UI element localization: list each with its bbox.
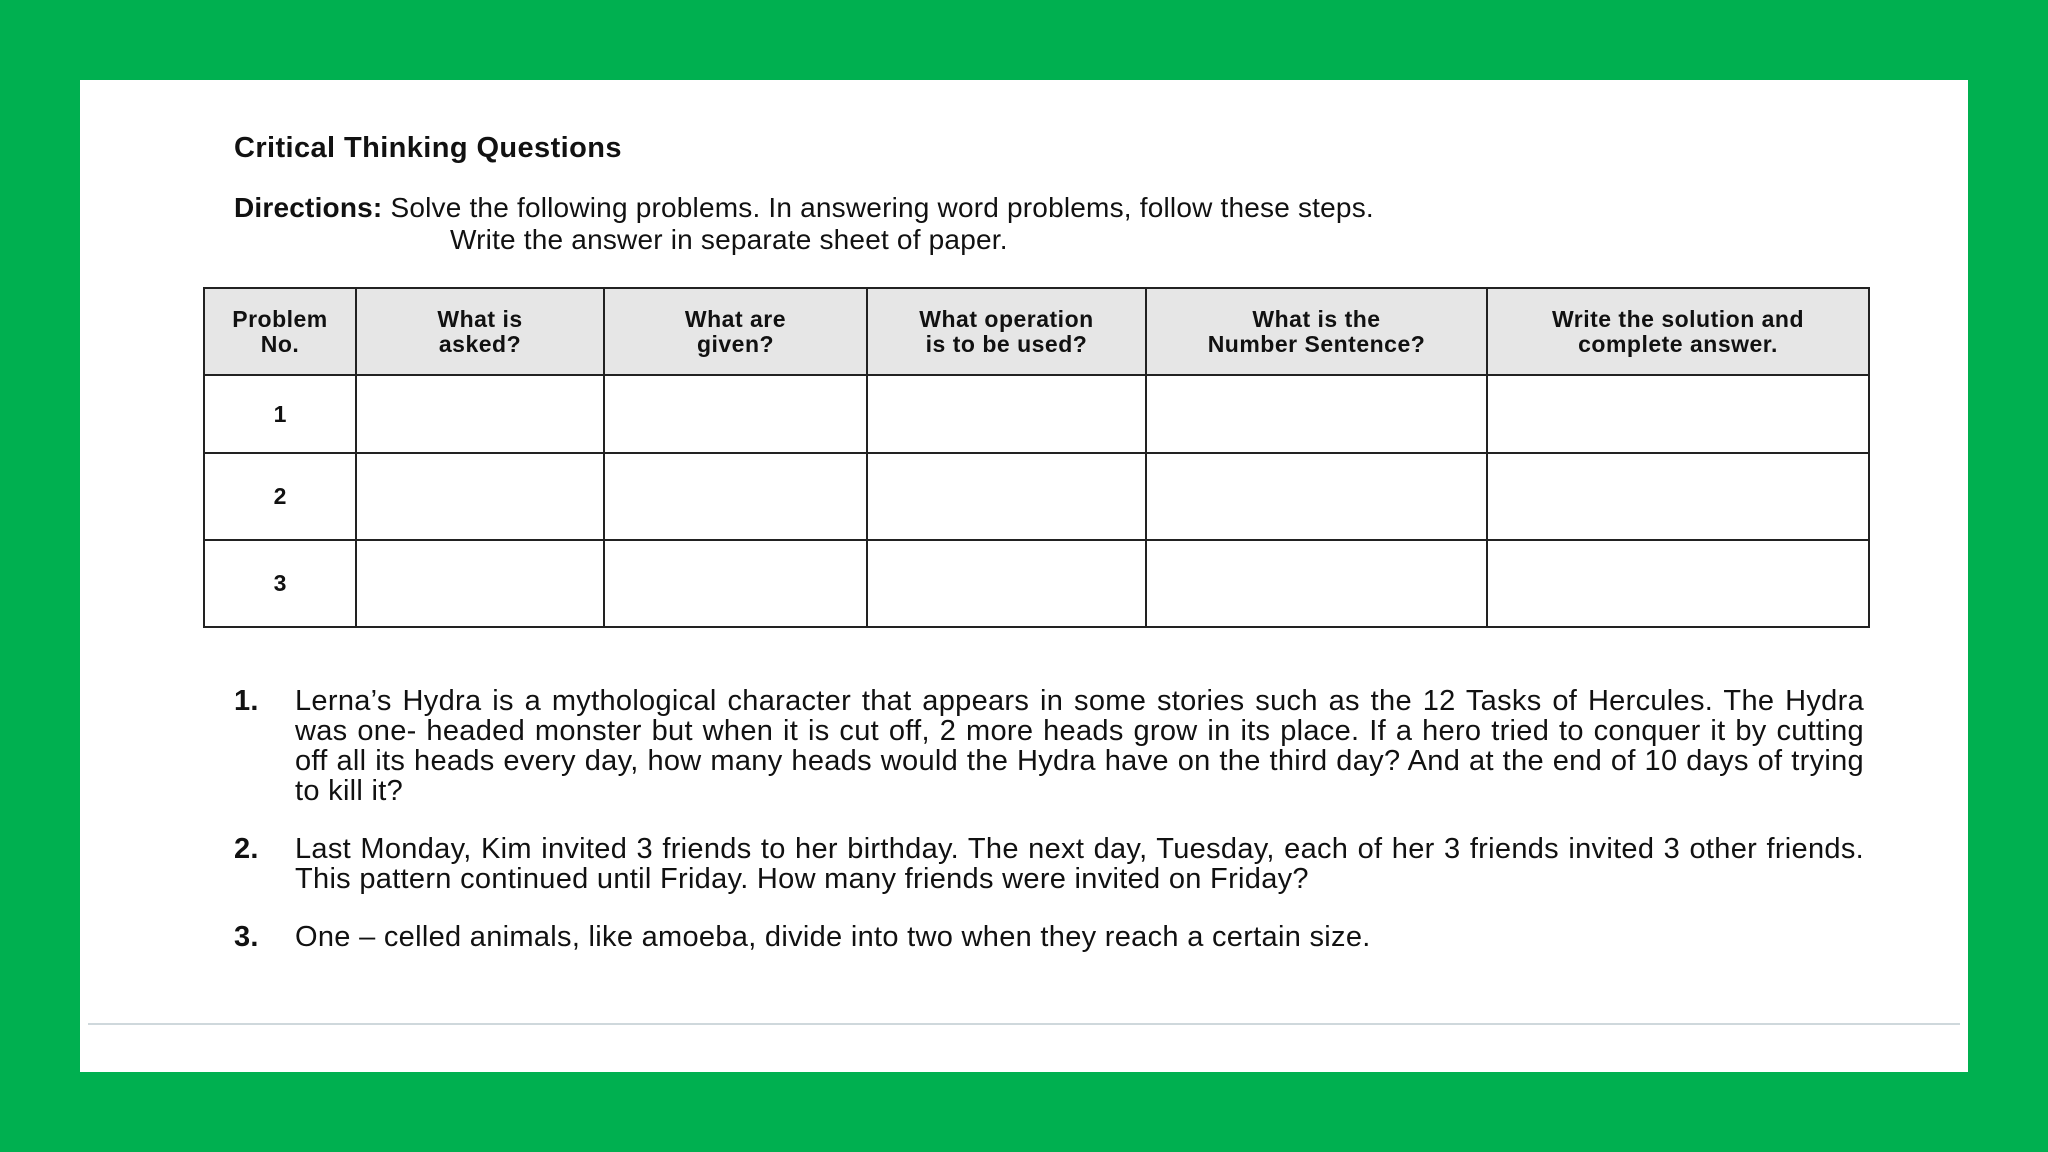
problem-text: Lerna’s Hydra is a mythological character that appears in some stories such as the 12 Tasks of Hercules. The Hydra was one- headed monster but when it is cut off, 2 more heads grow in its place. If a hero tried to conquer it by cutting off all its heads every day, how many heads would the Hydra have on the third day? And at the end of 10 days of trying to kill it? [295, 685, 1864, 807]
problem-number-cell: 3 [204, 540, 356, 627]
problem-text: Last Monday, Kim invited 3 friends to her birthday. The next day, Tuesday, each of her 3 friends invited 3 other friends. This pattern continued until Friday. How many friends were invited on Friday? [295, 833, 1864, 895]
answer-cell [1146, 453, 1487, 540]
word-problem-2 [234, 834, 1864, 894]
worksheet-page [80, 80, 1968, 1072]
answer-cell [1487, 453, 1869, 540]
header-what-is-asked: What is asked? [356, 288, 604, 375]
answer-cell [356, 540, 604, 627]
problem-number: 3. [234, 921, 259, 953]
header-what-are-given: What are given? [604, 288, 867, 375]
directions-line-2: Write the answer in separate sheet of paper. [450, 224, 1008, 255]
table-header-row [204, 288, 1869, 375]
answer-cell [1487, 540, 1869, 627]
table-row [204, 375, 1869, 453]
answer-cell [604, 375, 867, 453]
directions-label: Directions: [234, 192, 383, 223]
header-solution-answer: Write the solution and complete answer. [1487, 288, 1869, 375]
answer-cell [604, 453, 867, 540]
directions [234, 192, 1374, 256]
worksheet-title: Critical Thinking Questions [234, 132, 622, 164]
answer-cell [867, 540, 1146, 627]
word-problem-1 [234, 686, 1864, 806]
table-row [204, 540, 1869, 627]
word-problem-3 [234, 922, 1864, 952]
answer-cell [1146, 540, 1487, 627]
header-problem-no: Problem No. [204, 288, 356, 375]
problem-number: 1. [234, 685, 259, 717]
table-row [204, 453, 1869, 540]
answer-cell [867, 375, 1146, 453]
answer-cell [867, 453, 1146, 540]
word-problems-list [234, 686, 1864, 980]
answer-cell [356, 453, 604, 540]
answer-cell [1487, 375, 1869, 453]
header-operation: What operation is to be used? [867, 288, 1146, 375]
answer-table [203, 287, 1870, 628]
directions-line-1: Solve the following problems. In answering word problems, follow these steps. [390, 192, 1374, 223]
problem-number-cell: 1 [204, 375, 356, 453]
answer-cell [604, 540, 867, 627]
problem-number-cell: 2 [204, 453, 356, 540]
answer-cell [356, 375, 604, 453]
answer-cell [1146, 375, 1487, 453]
header-number-sentence: What is the Number Sentence? [1146, 288, 1487, 375]
problem-number: 2. [234, 833, 259, 865]
problem-text: One – celled animals, like amoeba, divide into two when they reach a certain size. [295, 921, 1371, 953]
page-bottom-margin [80, 1025, 1968, 1072]
